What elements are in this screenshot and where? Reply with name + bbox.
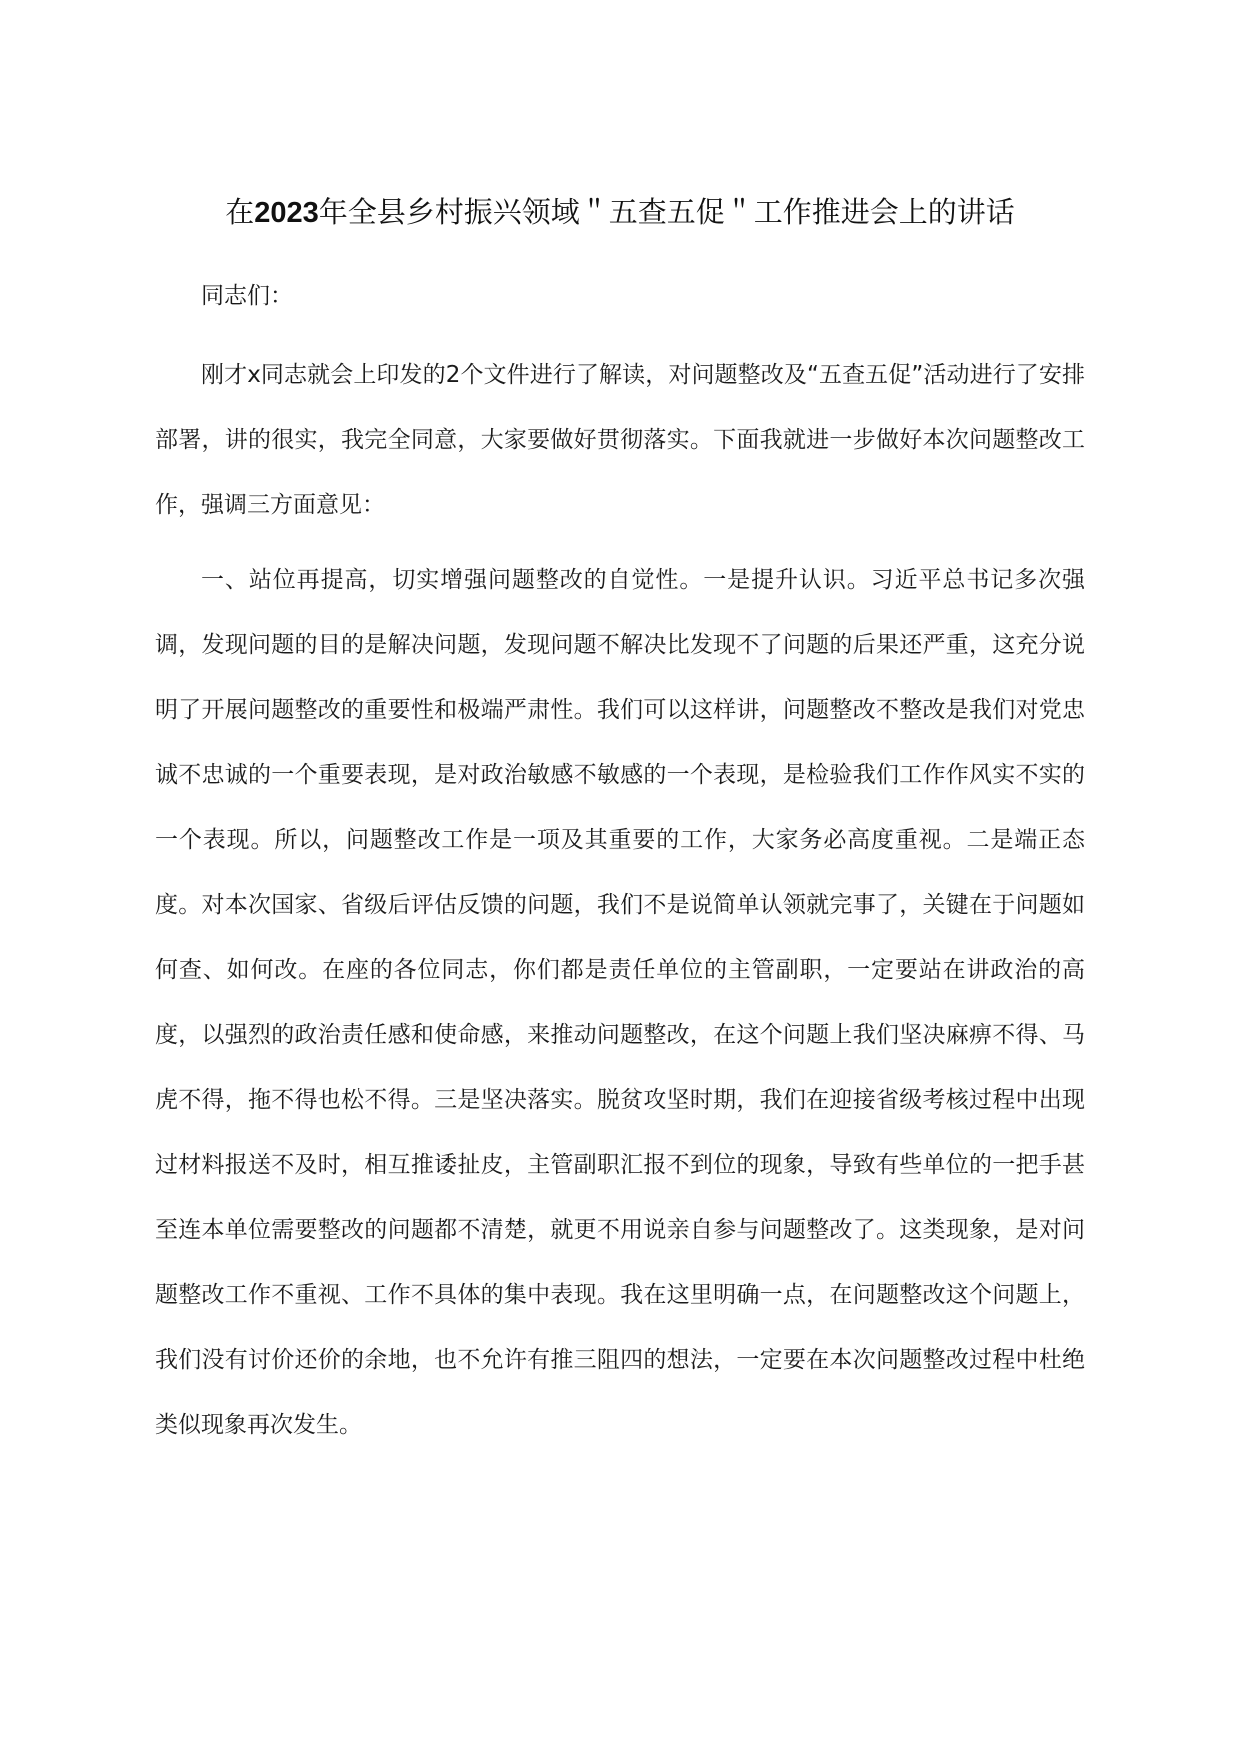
paragraph-intro: 刚才x同志就会上印发的2个文件进行了解读，对问题整改及“五查五促”活动进行了安排部署，讲的很实，我完全同意，大家要做好贯彻落实。下面我就进一步做好本次问题整改工作，强调三方面意见： — [155, 362, 1085, 518]
title-prefix: 在 — [225, 195, 255, 229]
title-rest: 年全县乡村振兴领域＂五查五促＂工作推进会上的讲话 — [318, 195, 1015, 229]
greeting: 同志们： — [201, 283, 293, 309]
document-title — [0, 192, 1240, 233]
greeting-block — [155, 264, 1085, 329]
title-year: 2023 — [254, 197, 319, 229]
paragraph-block-2 — [155, 548, 1085, 1458]
paragraph-block-1 — [155, 343, 1085, 538]
paragraph-section-1: 一、站位再提高，切实增强问题整改的自觉性。一是提升认识。习近平总书记多次强调，发现问题的目的是解决问题，发现问题不解决比发现不了问题的后果还严重，这充分说明了开展问题整改的重要性和极端严肃性。我们可以这样讲，问题整改不整改是我们对党忠诚不忠诚的一个重要表现，是对政治敏感不敏感的一个表现，是检验我们工作作风实不实的一个表现。所以，问题整改工作是一项及其重要的工作，大家务必高度重视。二是端正态度。对本次国家、省级后评估反馈的问题，我们不是说简单认领就完事了，关键在于问题如何查、如何改。在座的各位同志，你们都是责任单位的主管副职，一定要站在讲政治的高度，以强烈的政治责任感和使命感，来推动问题整改，在这个问题上我们坚决麻痹不得、马虎不得，拖不得也松不得。三是坚决落实。脱贫攻坚时期，我们在迎接省级考核过程中出现过材料报送不及时，相互推诿扯皮，主管副职汇报不到位的现象，导致有些单位的一把手甚至连本单位需要整改的问题都不清楚，就更不用说亲自参与问题整改了。这类现象，是对问题整改工作不重视、工作不具体的集中表现。我在这里明确一点，在问题整改这个问题上，我们没有讨价还价的余地，也不允许有推三阻四的想法，一定要在本次问题整改过程中杜绝类似现象再次发生。 — [155, 567, 1085, 1438]
